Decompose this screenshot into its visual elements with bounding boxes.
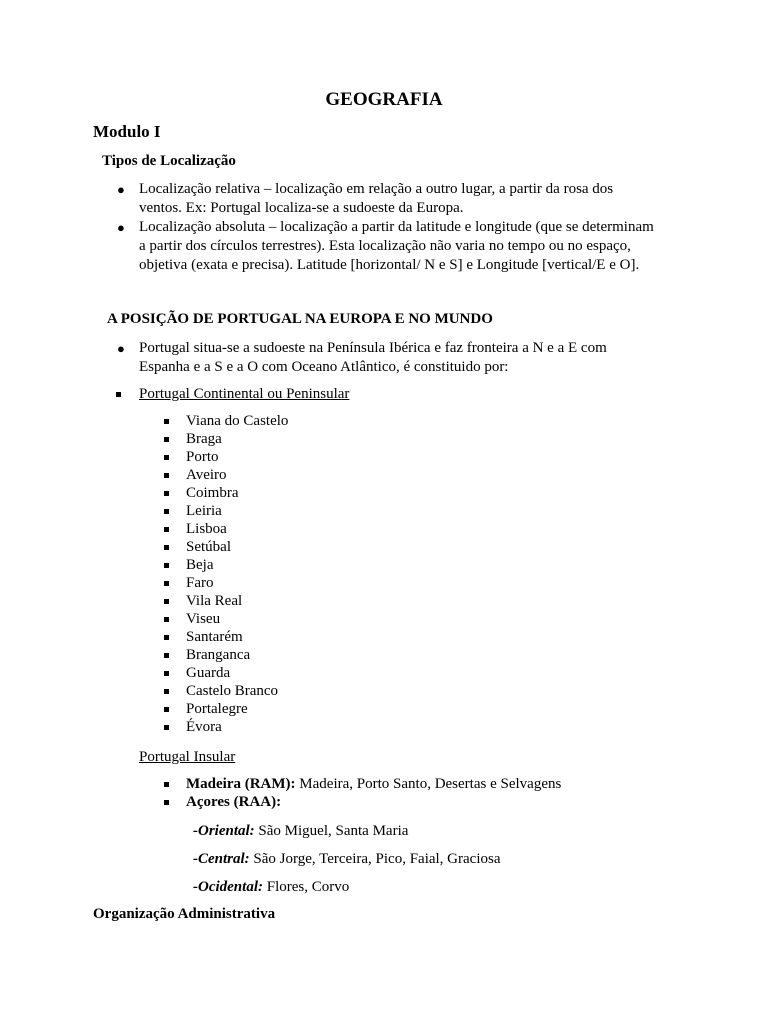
square-bullet-icon — [164, 782, 169, 787]
types-item-relative — [139, 180, 679, 218]
square-bullet-icon — [164, 581, 169, 586]
types-item-line: Localização relativa – localização em relação a outro lugar, a partir da rosa dos — [139, 181, 614, 197]
group-label: -Central: — [193, 851, 250, 867]
list-item: Vila Real — [186, 593, 243, 609]
list-item: Setúbal — [186, 539, 231, 555]
square-bullet-icon — [116, 392, 121, 397]
madeira-label: Madeira (RAM): — [186, 776, 296, 792]
bullet-icon: ● — [117, 220, 125, 235]
types-item-line: ventos. Ex: Portugal localiza-se a sudoeste da Europa. — [139, 200, 464, 216]
square-bullet-icon — [164, 635, 169, 640]
list-item: Branganca — [186, 647, 251, 663]
list-item: Castelo Branco — [186, 683, 279, 699]
position-text-line: Espanha e a S e a O com Oceano Atlântico, é constituido por: — [139, 359, 509, 375]
continental-heading: Portugal Continental ou Peninsular — [139, 386, 350, 402]
types-item-absolute — [139, 218, 679, 275]
square-bullet-icon — [164, 563, 169, 568]
square-bullet-icon — [164, 455, 169, 460]
module-heading: Modulo I — [93, 122, 161, 141]
group-text: São Jorge, Terceira, Pico, Faial, Graciosa — [249, 851, 501, 867]
list-item: Porto — [186, 449, 219, 465]
list-item: Aveiro — [186, 467, 227, 483]
azores-label: Açores (RAA): — [186, 794, 282, 810]
madeira-text: Madeira, Porto Santo, Desertas e Selvagens — [295, 776, 562, 792]
azores-group-oriental — [193, 822, 408, 840]
azores-group-ocidental — [193, 878, 349, 896]
list-item: Évora — [186, 719, 222, 735]
list-item: Santarém — [186, 629, 243, 645]
list-item: Leiria — [186, 503, 222, 519]
position-text — [139, 339, 679, 377]
list-item: Faro — [186, 575, 214, 591]
bullet-icon: ● — [117, 341, 125, 356]
azores-line — [186, 793, 281, 811]
square-bullet-icon — [164, 491, 169, 496]
types-heading: Tipos de Localização — [102, 153, 236, 169]
insular-heading: Portugal Insular — [139, 749, 236, 765]
square-bullet-icon — [164, 725, 169, 730]
list-item: Lisboa — [186, 521, 227, 537]
square-bullet-icon — [164, 671, 169, 676]
square-bullet-icon — [164, 437, 169, 442]
document-title: GEOGRAFIA — [325, 89, 443, 110]
bullet-icon: ● — [117, 182, 125, 197]
types-item-line: objetiva (exata e precisa). Latitude [horizontal/ N e S] e Longitude [vertical/E e O]. — [139, 257, 640, 273]
square-bullet-icon — [164, 800, 169, 805]
types-item-line: Localização absoluta – localização a partir da latitude e longitude (que se determinam — [139, 219, 654, 235]
list-item: Coimbra — [186, 485, 239, 501]
square-bullet-icon — [164, 617, 169, 622]
position-heading: A POSIÇÃO DE PORTUGAL NA EUROPA E NO MUNDO — [107, 311, 493, 327]
admin-heading: Organização Administrativa — [93, 906, 276, 922]
square-bullet-icon — [164, 545, 169, 550]
list-item: Portalegre — [186, 701, 248, 717]
group-text: São Miguel, Santa Maria — [254, 823, 409, 839]
list-item: Viseu — [186, 611, 221, 627]
square-bullet-icon — [164, 509, 169, 514]
madeira-line — [186, 775, 561, 793]
list-item: Guarda — [186, 665, 231, 681]
list-item: Viana do Castelo — [186, 413, 289, 429]
square-bullet-icon — [164, 653, 169, 658]
square-bullet-icon — [164, 707, 169, 712]
square-bullet-icon — [164, 599, 169, 604]
list-item: Braga — [186, 431, 222, 447]
square-bullet-icon — [164, 527, 169, 532]
position-text-line: Portugal situa-se a sudoeste na Península Ibérica e faz fronteira a N e a E com — [139, 340, 607, 356]
square-bullet-icon — [164, 419, 169, 424]
group-label: -Oriental: — [193, 823, 255, 839]
square-bullet-icon — [164, 473, 169, 478]
group-label: -Ocidental: — [193, 879, 263, 895]
group-text: Flores, Corvo — [262, 879, 350, 895]
list-item: Beja — [186, 557, 214, 573]
types-item-line: a partir dos círculos terrestres). Esta localização não varia no tempo ou no espaço, — [139, 238, 631, 254]
azores-group-central — [193, 850, 501, 868]
square-bullet-icon — [164, 689, 169, 694]
